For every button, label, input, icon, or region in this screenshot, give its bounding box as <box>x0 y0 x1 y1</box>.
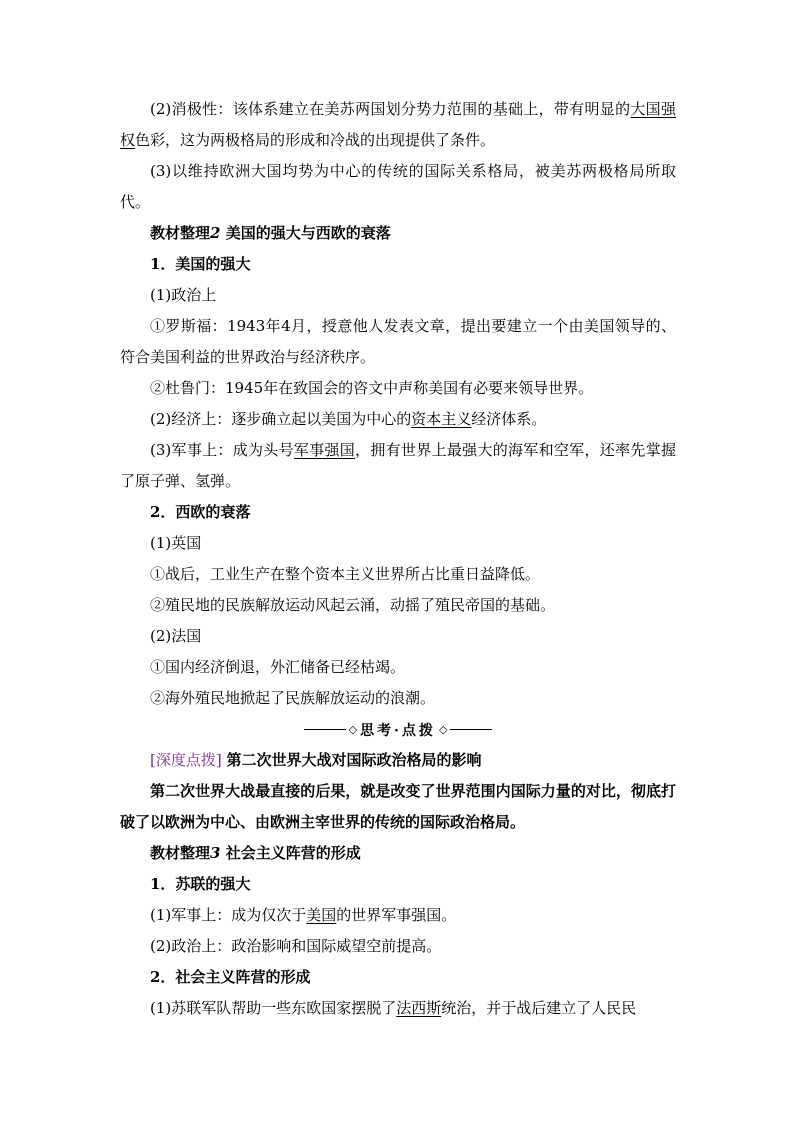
item-france: (2)法国 <box>150 627 202 645</box>
underlined-term: 资本主义 <box>411 410 472 428</box>
item-soviet-political: (2)政治上：政治影响和国际威望空前提高。 <box>150 937 442 955</box>
paragraph-negativity: (2)消极性：该体系建立在美苏两国划分势力范围的基础上，带有明显的大国强权色彩，这为两极格局的形成和冷战的出现提供了条件。 <box>120 100 676 149</box>
item-economic: (2)经济上：逐步确立起以美国为中心的资本主义经济体系。 <box>150 410 547 428</box>
subheading-western-europe: 2．西欧的衰落 <box>150 503 251 521</box>
subheading-us-strength: 1．美国的强大 <box>150 255 251 273</box>
insight-title: 第二次世界大战对国际政治格局的影响 <box>226 751 482 769</box>
item-soviet-army: (1)苏联军队帮助一些东欧国家摆脱了法西斯统治，并于战后建立了人民民 <box>150 999 637 1017</box>
diamond-icon: ◇ <box>438 723 448 736</box>
paragraph-replaced: (3)以维持欧洲大国均势为中心的传统的国际关系格局，被美苏两极格局所取代。 <box>120 162 676 211</box>
item-france-b: ②海外殖民地掀起了民族解放运动的浪潮。 <box>150 689 436 707</box>
section-heading-2: 教材整理2 美国的强大与西欧的衰落 <box>150 224 391 242</box>
document-page <box>120 94 676 1024</box>
insight-tag: [深度点拨] <box>150 751 222 769</box>
item-britain-a: ①战后，工业生产在整个资本主义世界所占比重日益降低。 <box>150 565 541 583</box>
underlined-term: 大国强权 <box>120 100 676 149</box>
insight-body: 第二次世界大战最直接的后果，就是改变了世界范围内国际力量的对比，彻底打破了以欧洲为中心、由欧洲主宰世界的传统的国际政治格局。 <box>120 782 676 831</box>
item-roosevelt: ①罗斯福：1943年4月，授意他人发表文章，提出要建立一个由美国领导的、符合美国利益的世界政治与经济秩序。 <box>120 317 676 366</box>
diamond-icon: ◇ <box>348 723 358 736</box>
underlined-term: 美国 <box>306 906 337 924</box>
underlined-term: 法西斯 <box>396 999 442 1017</box>
insight-heading <box>120 745 676 776</box>
divider-line-left <box>304 729 346 730</box>
subheading-socialist-camp: 2．社会主义阵营的形成 <box>150 968 311 986</box>
underlined-term: 军事强国 <box>293 441 356 459</box>
section-divider <box>120 714 676 745</box>
section-heading-3: 教材整理3 社会主义阵营的形成 <box>150 844 361 862</box>
item-france-a: ①国内经济倒退，外汇储备已经枯竭。 <box>150 658 406 676</box>
item-britain: (1)英国 <box>150 534 202 552</box>
subheading-soviet-strength: 1．苏联的强大 <box>150 875 251 893</box>
item-soviet-military: (1)军事上：成为仅次于美国的世界军事强国。 <box>150 906 457 924</box>
item-political: (1)政治上 <box>150 286 217 304</box>
item-britain-b: ②殖民地的民族解放运动风起云涌，动摇了殖民帝国的基础。 <box>150 596 556 614</box>
divider-label: 思考·点拨 <box>360 722 436 739</box>
item-military: (3)军事上：成为头号军事强国，拥有世界上最强大的海军和空军，还率先掌握了原子弹、氢弹。 <box>120 441 676 490</box>
divider-line-right <box>450 729 492 730</box>
item-truman: ②杜鲁门：1945年在致国会的咨文中声称美国有必要来领导世界。 <box>150 379 594 397</box>
